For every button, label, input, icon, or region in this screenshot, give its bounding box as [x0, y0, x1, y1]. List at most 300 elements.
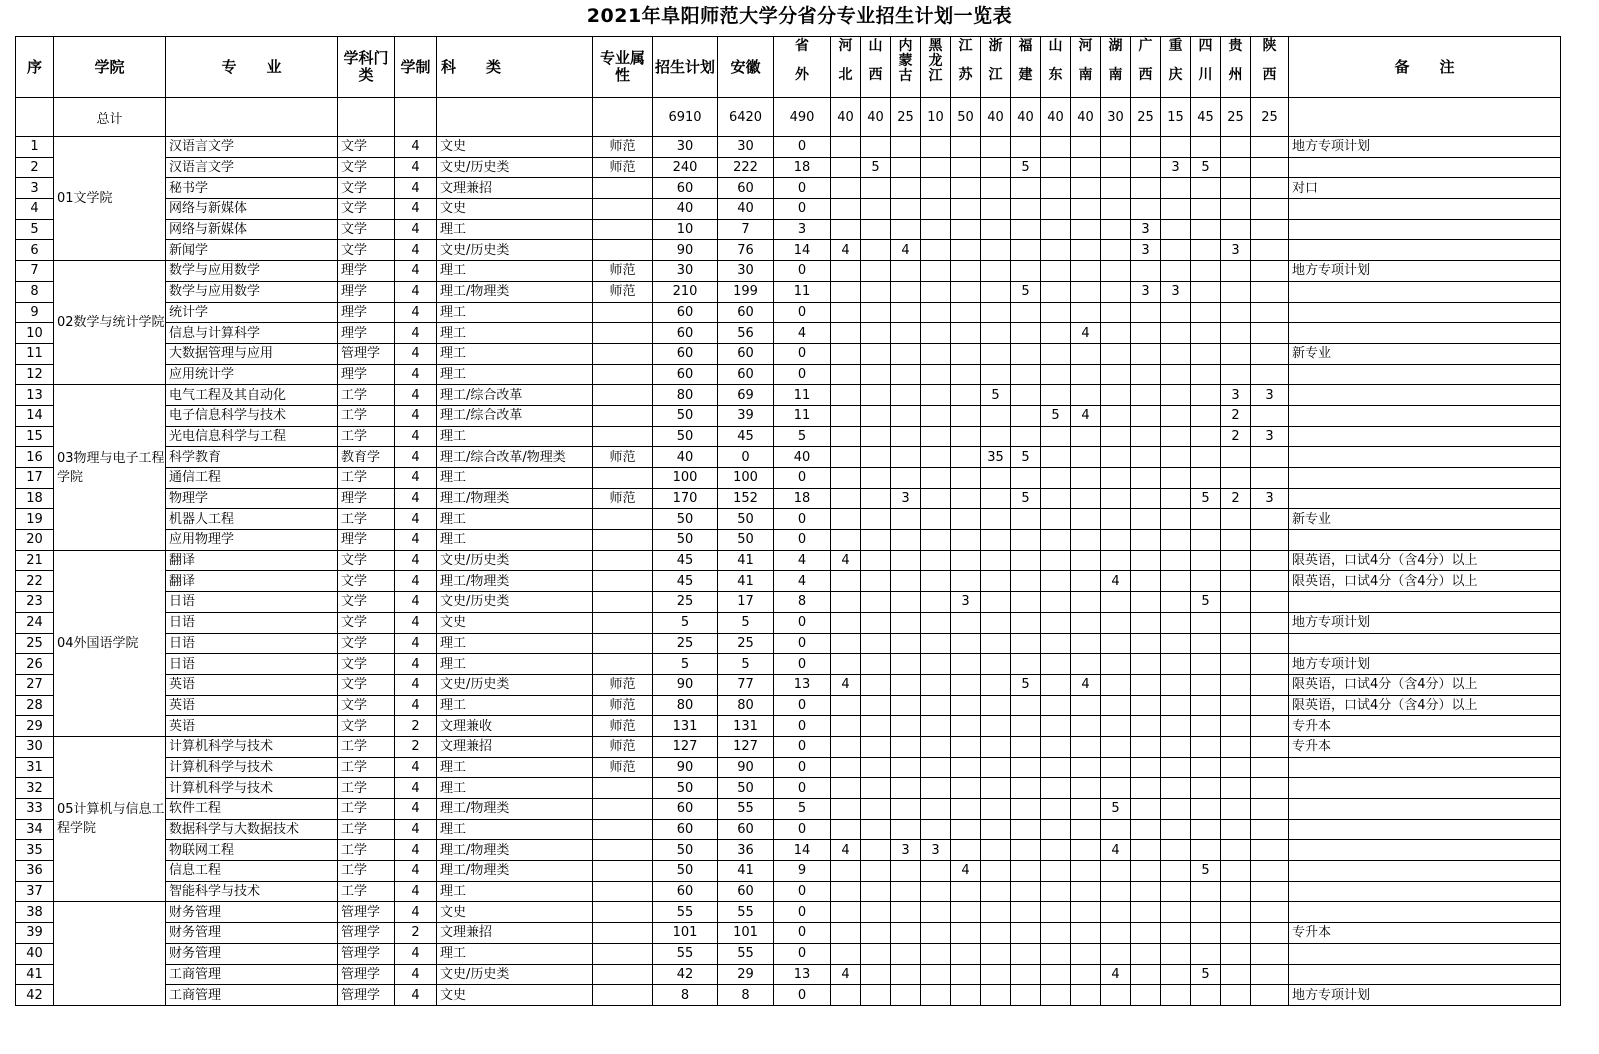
- row-years: 4: [395, 364, 437, 385]
- row-discipline: 教育学: [338, 447, 395, 468]
- row-attribute: [593, 550, 653, 571]
- row-seq: 33: [16, 799, 54, 820]
- row-province-4: [951, 819, 981, 840]
- row-seq: 42: [16, 985, 54, 1006]
- row-province-5: [981, 757, 1011, 778]
- row-province-2: [891, 881, 921, 902]
- row-province-4: [951, 550, 981, 571]
- row-province-6: [1011, 530, 1041, 551]
- row-years: 4: [395, 385, 437, 406]
- row-province-6: [1011, 199, 1041, 220]
- table-row: [16, 861, 1561, 882]
- row-years: 4: [395, 468, 437, 489]
- row-anhui: 7: [718, 219, 774, 240]
- total-attribute: [593, 98, 653, 137]
- row-province-1: [861, 716, 891, 737]
- row-province-7: [1041, 530, 1071, 551]
- row-province-13: 2: [1221, 405, 1251, 426]
- table-row: [16, 550, 1561, 571]
- row-province-11: [1161, 695, 1191, 716]
- row-anhui: 30: [718, 137, 774, 158]
- row-province-10: [1131, 571, 1161, 592]
- row-province-0: [831, 902, 861, 923]
- row-province-8: [1071, 840, 1101, 861]
- row-province-3: [921, 178, 951, 199]
- row-province-11: [1161, 943, 1191, 964]
- row-province-1: [861, 902, 891, 923]
- row-major: 汉语言文学: [166, 137, 338, 158]
- row-outside: 0: [774, 178, 831, 199]
- row-plan: 50: [653, 509, 718, 530]
- row-province-7: [1041, 261, 1071, 282]
- row-province-5: [981, 695, 1011, 716]
- row-province-12: [1191, 405, 1221, 426]
- row-discipline: 理学: [338, 530, 395, 551]
- row-plan: 30: [653, 261, 718, 282]
- total-province-11: 15: [1161, 98, 1191, 137]
- row-seq: 26: [16, 654, 54, 675]
- row-province-14: [1251, 881, 1289, 902]
- header-province-char: 山: [868, 38, 883, 54]
- row-major: 物联网工程: [166, 840, 338, 861]
- row-years: 4: [395, 571, 437, 592]
- row-province-12: [1191, 219, 1221, 240]
- table-row: [16, 902, 1561, 923]
- row-province-3: [921, 364, 951, 385]
- table-row: [16, 405, 1561, 426]
- row-province-5: [981, 509, 1011, 530]
- row-discipline: 文学: [338, 178, 395, 199]
- row-province-4: [951, 736, 981, 757]
- row-province-0: [831, 612, 861, 633]
- row-province-0: [831, 799, 861, 820]
- row-province-11: [1161, 902, 1191, 923]
- row-province-0: 4: [831, 964, 861, 985]
- row-years: 4: [395, 178, 437, 199]
- row-plan: 90: [653, 240, 718, 261]
- row-attribute: 师范: [593, 281, 653, 302]
- row-province-1: [861, 281, 891, 302]
- row-province-13: [1221, 695, 1251, 716]
- college-cell: 01文学院: [54, 137, 166, 261]
- row-province-11: [1161, 385, 1191, 406]
- row-province-5: [981, 778, 1011, 799]
- row-province-13: [1221, 219, 1251, 240]
- row-province-11: [1161, 736, 1191, 757]
- row-attribute: [593, 612, 653, 633]
- row-province-10: [1131, 695, 1161, 716]
- row-anhui: 40: [718, 199, 774, 220]
- row-province-8: [1071, 633, 1101, 654]
- row-category: 文理兼招: [437, 178, 593, 199]
- row-province-13: 2: [1221, 488, 1251, 509]
- row-province-3: [921, 736, 951, 757]
- row-province-14: [1251, 530, 1289, 551]
- row-province-5: [981, 985, 1011, 1006]
- total-major: [166, 98, 338, 137]
- row-province-8: [1071, 468, 1101, 489]
- row-plan: 10: [653, 219, 718, 240]
- row-category: 理工/综合改革: [437, 385, 593, 406]
- table-row: [16, 468, 1561, 489]
- row-province-7: [1041, 385, 1071, 406]
- row-province-12: [1191, 819, 1221, 840]
- row-province-3: [921, 405, 951, 426]
- table-row: [16, 281, 1561, 302]
- row-province-7: 5: [1041, 405, 1071, 426]
- row-province-6: [1011, 633, 1041, 654]
- row-province-7: [1041, 612, 1071, 633]
- row-province-10: [1131, 757, 1161, 778]
- row-discipline: 管理学: [338, 943, 395, 964]
- row-province-10: [1131, 157, 1161, 178]
- row-outside: 14: [774, 240, 831, 261]
- header-province-2: [891, 37, 921, 98]
- row-province-8: 4: [1071, 674, 1101, 695]
- row-major: 应用物理学: [166, 530, 338, 551]
- row-seq: 2: [16, 157, 54, 178]
- row-province-5: [981, 654, 1011, 675]
- row-seq: 30: [16, 736, 54, 757]
- row-province-11: [1161, 985, 1191, 1006]
- total-discipline: [338, 98, 395, 137]
- row-seq: 37: [16, 881, 54, 902]
- row-anhui: 5: [718, 654, 774, 675]
- row-province-9: [1101, 716, 1131, 737]
- row-province-14: [1251, 571, 1289, 592]
- table-body: [16, 137, 1561, 1006]
- row-province-4: 3: [951, 592, 981, 613]
- row-province-14: [1251, 219, 1289, 240]
- row-province-9: [1101, 364, 1131, 385]
- row-province-0: [831, 654, 861, 675]
- row-province-3: [921, 137, 951, 158]
- table-row: [16, 302, 1561, 323]
- row-anhui: 55: [718, 902, 774, 923]
- row-province-6: [1011, 943, 1041, 964]
- row-attribute: [593, 426, 653, 447]
- row-province-4: [951, 778, 981, 799]
- row-years: 4: [395, 302, 437, 323]
- row-province-3: [921, 571, 951, 592]
- row-province-14: [1251, 364, 1289, 385]
- row-years: 4: [395, 592, 437, 613]
- row-category: 理工/综合改革/物理类: [437, 447, 593, 468]
- row-province-5: [981, 157, 1011, 178]
- row-outside: 14: [774, 840, 831, 861]
- table-row: [16, 674, 1561, 695]
- row-remark: [1289, 240, 1561, 261]
- row-province-2: [891, 571, 921, 592]
- row-plan: 60: [653, 323, 718, 344]
- row-province-12: [1191, 736, 1221, 757]
- row-province-14: [1251, 199, 1289, 220]
- row-major: 智能科学与技术: [166, 881, 338, 902]
- row-discipline: 理学: [338, 302, 395, 323]
- row-discipline: 理学: [338, 323, 395, 344]
- total-province-9: 30: [1101, 98, 1131, 137]
- row-province-9: [1101, 137, 1131, 158]
- row-province-4: [951, 157, 981, 178]
- row-attribute: [593, 571, 653, 592]
- row-province-9: [1101, 240, 1131, 261]
- row-province-11: [1161, 716, 1191, 737]
- row-province-12: [1191, 261, 1221, 282]
- row-major: 英语: [166, 674, 338, 695]
- row-plan: 60: [653, 799, 718, 820]
- table-row: [16, 385, 1561, 406]
- row-province-3: [921, 612, 951, 633]
- row-years: 4: [395, 281, 437, 302]
- row-years: 4: [395, 943, 437, 964]
- row-province-11: [1161, 612, 1191, 633]
- row-province-9: [1101, 902, 1131, 923]
- row-province-2: [891, 447, 921, 468]
- row-province-14: [1251, 612, 1289, 633]
- row-province-13: [1221, 323, 1251, 344]
- row-province-14: [1251, 819, 1289, 840]
- header-province-6: [1011, 37, 1041, 98]
- row-province-2: [891, 137, 921, 158]
- row-province-1: [861, 137, 891, 158]
- row-province-5: [981, 426, 1011, 447]
- row-province-7: [1041, 426, 1071, 447]
- row-plan: 90: [653, 757, 718, 778]
- row-province-5: [981, 137, 1011, 158]
- row-province-6: [1011, 178, 1041, 199]
- row-province-2: [891, 178, 921, 199]
- row-province-7: [1041, 447, 1071, 468]
- row-province-9: [1101, 447, 1131, 468]
- row-province-14: [1251, 343, 1289, 364]
- row-province-6: 5: [1011, 488, 1041, 509]
- row-anhui: 80: [718, 695, 774, 716]
- row-province-2: [891, 923, 921, 944]
- row-province-12: 5: [1191, 592, 1221, 613]
- row-remark: [1289, 881, 1561, 902]
- row-years: 4: [395, 861, 437, 882]
- row-province-7: [1041, 468, 1071, 489]
- row-province-7: [1041, 199, 1071, 220]
- row-province-14: [1251, 654, 1289, 675]
- row-province-5: [981, 612, 1011, 633]
- row-anhui: 29: [718, 964, 774, 985]
- row-discipline: 管理学: [338, 343, 395, 364]
- row-province-12: 5: [1191, 157, 1221, 178]
- row-discipline: 文学: [338, 674, 395, 695]
- row-province-9: [1101, 778, 1131, 799]
- row-province-12: [1191, 426, 1221, 447]
- row-province-2: [891, 985, 921, 1006]
- row-province-10: [1131, 819, 1161, 840]
- row-attribute: [593, 468, 653, 489]
- row-province-3: [921, 985, 951, 1006]
- row-attribute: 师范: [593, 488, 653, 509]
- row-province-4: [951, 323, 981, 344]
- table-row: [16, 426, 1561, 447]
- college-cell: 04外国语学院: [54, 550, 166, 736]
- row-seq: 21: [16, 550, 54, 571]
- row-province-6: [1011, 985, 1041, 1006]
- row-province-9: [1101, 633, 1131, 654]
- row-province-0: [831, 447, 861, 468]
- row-remark: 地方专项计划: [1289, 654, 1561, 675]
- row-province-5: [981, 178, 1011, 199]
- row-province-2: [891, 943, 921, 964]
- row-plan: 170: [653, 488, 718, 509]
- row-seq: 18: [16, 488, 54, 509]
- row-discipline: 工学: [338, 405, 395, 426]
- row-province-11: [1161, 799, 1191, 820]
- row-province-8: [1071, 509, 1101, 530]
- table-row: [16, 343, 1561, 364]
- row-major: 日语: [166, 633, 338, 654]
- row-remark: [1289, 592, 1561, 613]
- row-province-0: [831, 530, 861, 551]
- row-province-1: [861, 364, 891, 385]
- row-province-5: [981, 240, 1011, 261]
- row-province-1: [861, 240, 891, 261]
- row-category: 理工: [437, 778, 593, 799]
- row-province-0: [831, 261, 861, 282]
- row-outside: 4: [774, 323, 831, 344]
- row-discipline: 工学: [338, 426, 395, 447]
- row-attribute: [593, 840, 653, 861]
- row-province-3: [921, 385, 951, 406]
- row-province-7: [1041, 488, 1071, 509]
- row-province-13: [1221, 530, 1251, 551]
- row-category: 理工/物理类: [437, 571, 593, 592]
- row-major: 网络与新媒体: [166, 199, 338, 220]
- row-province-11: [1161, 468, 1191, 489]
- row-discipline: 文学: [338, 550, 395, 571]
- row-outside: 0: [774, 695, 831, 716]
- row-years: 4: [395, 674, 437, 695]
- row-discipline: 工学: [338, 861, 395, 882]
- row-years: 4: [395, 757, 437, 778]
- row-province-1: [861, 343, 891, 364]
- table-row: [16, 654, 1561, 675]
- row-discipline: 工学: [338, 385, 395, 406]
- row-province-12: 5: [1191, 861, 1221, 882]
- row-seq: 39: [16, 923, 54, 944]
- row-province-14: [1251, 405, 1289, 426]
- row-province-2: [891, 219, 921, 240]
- row-province-6: [1011, 923, 1041, 944]
- row-province-12: [1191, 509, 1221, 530]
- row-province-1: [861, 736, 891, 757]
- row-province-14: [1251, 964, 1289, 985]
- row-attribute: [593, 530, 653, 551]
- row-province-14: [1251, 468, 1289, 489]
- row-plan: 55: [653, 943, 718, 964]
- row-seq: 15: [16, 426, 54, 447]
- total-category: [437, 98, 593, 137]
- row-seq: 14: [16, 405, 54, 426]
- row-plan: 45: [653, 550, 718, 571]
- row-outside: 0: [774, 364, 831, 385]
- header-province-char: 山: [1048, 38, 1063, 54]
- row-province-3: [921, 819, 951, 840]
- row-outside: 18: [774, 488, 831, 509]
- row-province-5: [981, 861, 1011, 882]
- row-province-5: [981, 633, 1011, 654]
- row-discipline: 管理学: [338, 985, 395, 1006]
- row-remark: 专升本: [1289, 716, 1561, 737]
- row-province-12: [1191, 799, 1221, 820]
- row-category: 理工: [437, 943, 593, 964]
- row-years: 4: [395, 633, 437, 654]
- row-province-4: [951, 757, 981, 778]
- row-province-4: [951, 943, 981, 964]
- row-province-2: [891, 302, 921, 323]
- row-major: 数据科学与大数据技术: [166, 819, 338, 840]
- row-discipline: 管理学: [338, 964, 395, 985]
- row-province-9: [1101, 302, 1131, 323]
- row-plan: 240: [653, 157, 718, 178]
- row-province-1: [861, 488, 891, 509]
- row-discipline: 工学: [338, 509, 395, 530]
- row-province-3: [921, 261, 951, 282]
- row-province-8: [1071, 612, 1101, 633]
- row-attribute: 师范: [593, 674, 653, 695]
- row-province-9: [1101, 757, 1131, 778]
- row-seq: 8: [16, 281, 54, 302]
- total-province-3: 10: [921, 98, 951, 137]
- row-province-10: [1131, 509, 1161, 530]
- row-plan: 80: [653, 695, 718, 716]
- row-province-3: [921, 447, 951, 468]
- row-years: 4: [395, 530, 437, 551]
- row-province-5: [981, 323, 1011, 344]
- row-years: 4: [395, 261, 437, 282]
- row-major: 财务管理: [166, 923, 338, 944]
- row-outside: 0: [774, 509, 831, 530]
- row-category: 文史/历史类: [437, 240, 593, 261]
- header-province-char: 龙: [928, 53, 943, 69]
- row-province-13: [1221, 799, 1251, 820]
- row-province-6: [1011, 654, 1041, 675]
- row-attribute: 师范: [593, 695, 653, 716]
- row-province-6: [1011, 716, 1041, 737]
- row-province-6: [1011, 240, 1041, 261]
- row-outside: 0: [774, 819, 831, 840]
- row-seq: 4: [16, 199, 54, 220]
- row-province-2: 4: [891, 240, 921, 261]
- row-remark: [1289, 799, 1561, 820]
- row-province-12: [1191, 281, 1221, 302]
- row-anhui: 30: [718, 261, 774, 282]
- row-major: 光电信息科学与工程: [166, 426, 338, 447]
- row-province-13: [1221, 819, 1251, 840]
- row-province-2: [891, 530, 921, 551]
- row-major: 计算机科学与技术: [166, 757, 338, 778]
- header-province-char: 广: [1138, 38, 1153, 54]
- row-province-11: [1161, 530, 1191, 551]
- row-category: 理工: [437, 633, 593, 654]
- row-province-1: [861, 881, 891, 902]
- row-province-1: [861, 633, 891, 654]
- header-province-char: 建: [1018, 67, 1033, 83]
- row-remark: [1289, 902, 1561, 923]
- row-province-4: [951, 571, 981, 592]
- row-province-3: [921, 633, 951, 654]
- row-attribute: [593, 592, 653, 613]
- row-province-6: [1011, 861, 1041, 882]
- row-remark: 专升本: [1289, 736, 1561, 757]
- row-plan: 60: [653, 343, 718, 364]
- row-province-0: [831, 199, 861, 220]
